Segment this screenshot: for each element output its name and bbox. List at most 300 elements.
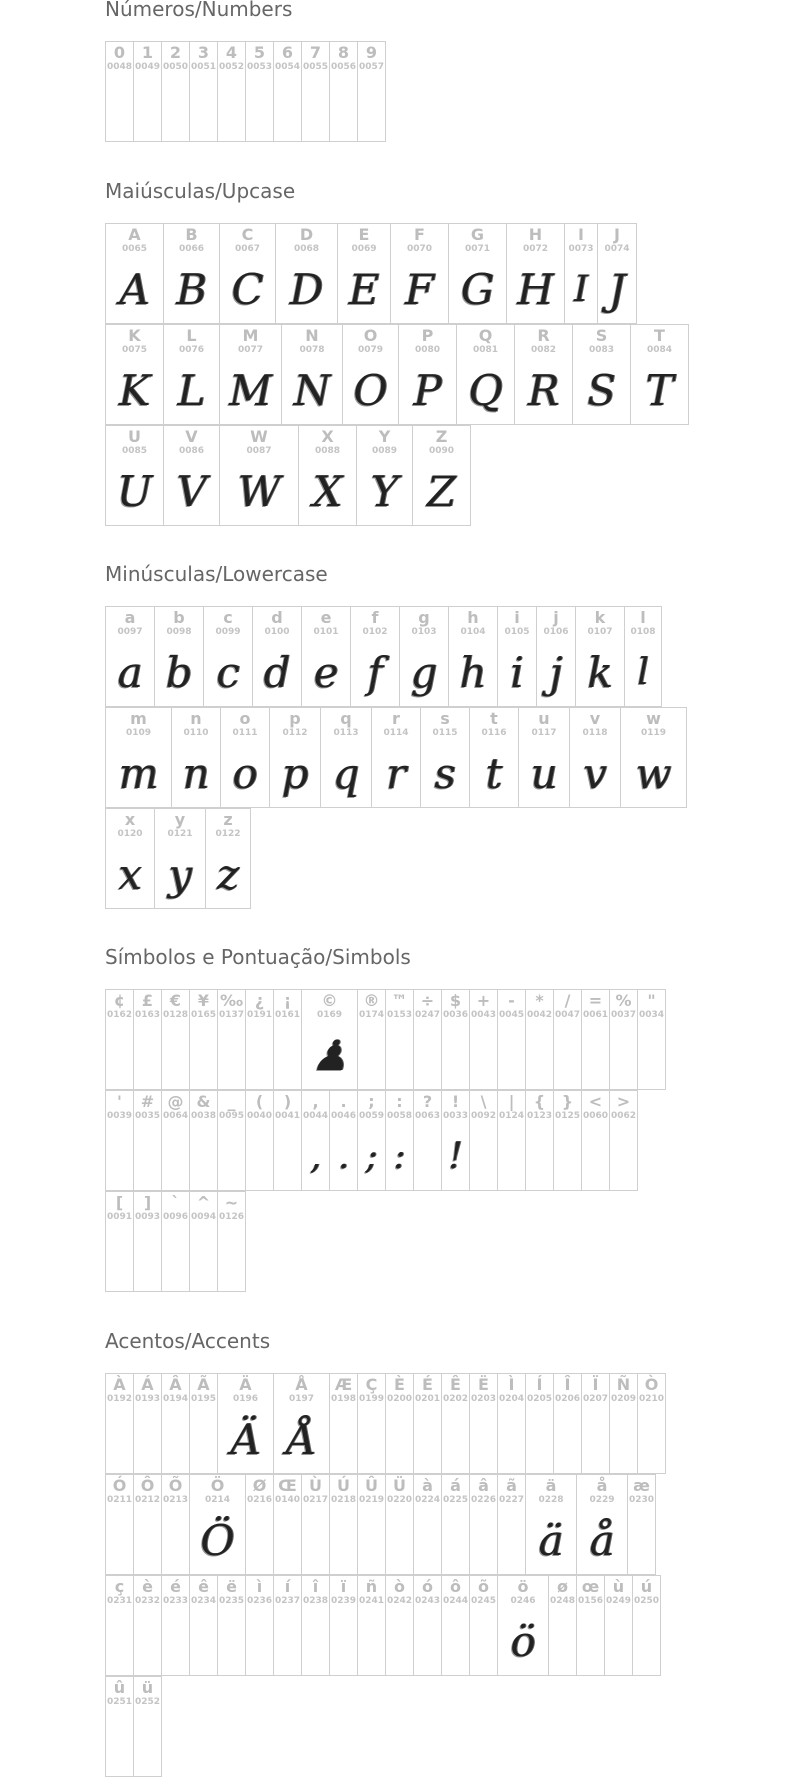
glyph-code-label: 0102 xyxy=(362,627,388,637)
glyph-code-label: 0214 xyxy=(204,1495,231,1505)
glyph-cell xyxy=(337,223,391,324)
glyph-code-label: 0042 xyxy=(526,1010,553,1020)
glyph-code-label: 0226 xyxy=(470,1495,497,1505)
glyph-cell xyxy=(133,1373,162,1474)
glyph-char-label: € xyxy=(169,991,182,1010)
glyph-code-label: 0041 xyxy=(274,1111,301,1121)
glyph-char-label: Q xyxy=(478,326,493,345)
glyph-cell xyxy=(469,1373,498,1474)
glyph-cell xyxy=(342,324,399,425)
glyph-sample: , xyxy=(309,1136,322,1177)
glyph-cell xyxy=(514,324,573,425)
glyph-cell xyxy=(217,41,246,142)
glyph-code-label: 0231 xyxy=(106,1596,133,1606)
glyph-char-label: 9 xyxy=(365,43,378,62)
glyph-cell xyxy=(133,1191,162,1292)
glyph-code-label: 0165 xyxy=(190,1010,217,1020)
glyph-code-label: 0207 xyxy=(582,1394,609,1404)
glyph-cell xyxy=(329,1090,358,1191)
glyph-char-label: y xyxy=(174,810,186,829)
section-title: Acentos/Accents xyxy=(105,1329,271,1353)
glyph-code-label: 0074 xyxy=(604,244,630,254)
glyph-cell xyxy=(301,606,351,707)
glyph-sample: x xyxy=(118,850,142,899)
glyph-code-label: 0153 xyxy=(386,1010,413,1020)
glyph-cell xyxy=(105,223,164,324)
glyph-cell xyxy=(632,1575,661,1676)
glyph-code-label: 0076 xyxy=(178,345,205,355)
glyph-sample: l xyxy=(637,652,649,693)
glyph-cell xyxy=(245,989,274,1090)
glyph-char-label: P xyxy=(421,326,434,345)
glyph-cell xyxy=(154,808,206,909)
glyph-char-label: Ò xyxy=(644,1375,659,1394)
glyph-char-label: Ú xyxy=(337,1476,350,1495)
glyph-code-label: 0230 xyxy=(628,1495,655,1505)
glyph-row xyxy=(105,989,665,1090)
glyph-code-label: 0211 xyxy=(106,1495,133,1505)
glyph-code-label: 0071 xyxy=(464,244,491,254)
glyph-char-label: z xyxy=(223,810,233,829)
glyph-cell xyxy=(163,425,220,526)
glyph-cell xyxy=(413,1090,442,1191)
glyph-sample: R xyxy=(527,366,560,415)
glyph-char-label: Á xyxy=(141,1375,154,1394)
glyph-char-label: _ xyxy=(227,1092,236,1111)
glyph-code-label: 0244 xyxy=(442,1596,469,1606)
glyph-char-label: J xyxy=(614,225,620,244)
glyph-char-label: L xyxy=(186,326,197,345)
glyph-code-label: 0052 xyxy=(218,62,245,72)
glyph-cell xyxy=(245,1090,274,1191)
glyph-sample: r xyxy=(385,749,407,798)
glyph-cell xyxy=(441,989,470,1090)
glyph-cell xyxy=(273,989,302,1090)
glyph-code-label: 0205 xyxy=(526,1394,553,1404)
glyph-code-label: 0094 xyxy=(190,1212,217,1222)
glyph-cell xyxy=(298,425,357,526)
glyph-code-label: 0194 xyxy=(162,1394,189,1404)
glyph-cell xyxy=(357,41,386,142)
glyph-sample: N xyxy=(293,366,331,415)
glyph-sample: ♟ xyxy=(310,1031,349,1080)
glyph-cell xyxy=(189,1090,218,1191)
glyph-cell xyxy=(105,1191,134,1292)
glyph-char-label: ) xyxy=(283,1092,292,1111)
glyph-sample: Å xyxy=(286,1415,317,1464)
glyph-cell xyxy=(581,989,610,1090)
glyph-cell xyxy=(105,1090,134,1191)
glyph-char-label: Ó xyxy=(112,1476,127,1495)
glyph-char-label: " xyxy=(647,991,656,1010)
glyph-cell xyxy=(525,1474,577,1575)
glyph-code-label: 0037 xyxy=(610,1010,637,1020)
glyph-char-label: 3 xyxy=(197,43,210,62)
glyph-row xyxy=(105,808,250,909)
glyph-char-label: ï xyxy=(340,1577,347,1596)
glyph-sample: H xyxy=(517,265,554,314)
glyph-cell xyxy=(161,41,190,142)
glyph-char-label: 5 xyxy=(253,43,266,62)
glyph-cell xyxy=(575,606,625,707)
glyph-code-label: 0247 xyxy=(414,1010,441,1020)
glyph-code-label: 0128 xyxy=(162,1010,189,1020)
glyph-char-label: w xyxy=(646,709,661,728)
glyph-code-label: 0077 xyxy=(237,345,264,355)
glyph-char-label: = xyxy=(588,991,603,1010)
glyph-cell xyxy=(245,41,274,142)
glyph-code-label: 0192 xyxy=(106,1394,133,1404)
glyph-cell xyxy=(609,1090,638,1191)
glyph-cell xyxy=(154,606,204,707)
glyph-char-label: Y xyxy=(378,427,391,446)
glyph-char-label: 7 xyxy=(309,43,322,62)
glyph-char-label: ~ xyxy=(224,1193,239,1212)
glyph-code-label: 0225 xyxy=(442,1495,469,1505)
glyph-cell xyxy=(385,1373,414,1474)
glyph-char-label: ÷ xyxy=(420,991,435,1010)
glyph-cell xyxy=(469,989,498,1090)
glyph-code-label: 0198 xyxy=(330,1394,357,1404)
glyph-code-label: 0246 xyxy=(510,1596,536,1606)
glyph-code-label: 0053 xyxy=(246,62,273,72)
glyph-code-label: 0043 xyxy=(470,1010,497,1020)
glyph-char-label: B xyxy=(185,225,198,244)
glyph-code-label: 0251 xyxy=(106,1697,133,1707)
glyph-sample: d xyxy=(263,648,291,697)
glyph-code-label: 0125 xyxy=(554,1111,581,1121)
glyph-cell xyxy=(320,707,372,808)
glyph-row xyxy=(105,1373,665,1474)
glyph-char-label: Î xyxy=(564,1375,571,1394)
glyph-code-label: 0163 xyxy=(134,1010,161,1020)
glyph-char-label: ò xyxy=(394,1577,405,1596)
section-title: Números/Numbers xyxy=(105,0,293,21)
glyph-code-label: 0115 xyxy=(432,728,458,738)
glyph-sample: n xyxy=(182,749,210,798)
glyph-cell xyxy=(357,989,386,1090)
glyph-cell xyxy=(469,1575,498,1676)
glyph-char-label: ; xyxy=(368,1092,375,1111)
glyph-code-label: 0090 xyxy=(428,446,455,456)
glyph-char-label: æ xyxy=(633,1476,650,1495)
glyph-code-label: 0245 xyxy=(470,1596,497,1606)
glyph-cell xyxy=(350,606,400,707)
glyph-code-label: 0137 xyxy=(218,1010,245,1020)
glyph-code-label: 0066 xyxy=(178,244,205,254)
glyph-row xyxy=(105,1191,245,1292)
glyph-code-label: 0204 xyxy=(498,1394,525,1404)
glyph-char-label: U xyxy=(128,427,141,446)
glyph-code-label: 0206 xyxy=(554,1394,581,1404)
glyph-code-label: 0067 xyxy=(234,244,261,254)
glyph-code-label: 0092 xyxy=(470,1111,497,1121)
glyph-code-label: 0085 xyxy=(121,446,148,456)
glyph-row xyxy=(105,1575,660,1676)
glyph-sample: s xyxy=(434,749,456,798)
glyph-code-label: 0054 xyxy=(274,62,301,72)
glyph-cell xyxy=(105,707,172,808)
glyph-sample: C xyxy=(231,265,264,314)
glyph-cell xyxy=(385,1474,414,1575)
glyph-cell xyxy=(497,1474,526,1575)
glyph-cell xyxy=(161,989,190,1090)
glyph-cell xyxy=(398,324,457,425)
glyph-cell xyxy=(637,1373,666,1474)
glyph-char-label: o xyxy=(239,709,251,728)
glyph-cell xyxy=(420,707,470,808)
glyph-code-label: 0228 xyxy=(538,1495,564,1505)
glyph-char-label: ç xyxy=(114,1577,125,1596)
glyph-cell xyxy=(105,1575,134,1676)
glyph-char-label: Í xyxy=(536,1375,543,1394)
glyph-char-label: ü xyxy=(141,1678,154,1697)
glyph-code-label: 0045 xyxy=(498,1010,525,1020)
glyph-row xyxy=(105,1474,655,1575)
glyph-code-label: 0201 xyxy=(414,1394,441,1404)
glyph-sample: h xyxy=(459,648,487,697)
glyph-cell xyxy=(497,606,537,707)
glyph-code-label: 0227 xyxy=(498,1495,525,1505)
glyph-char-label: T xyxy=(654,326,665,345)
glyph-char-label: $ xyxy=(449,991,462,1010)
glyph-char-label: s xyxy=(440,709,450,728)
glyph-cell xyxy=(385,989,414,1090)
glyph-code-label: 0079 xyxy=(357,345,384,355)
glyph-char-label: á xyxy=(450,1476,461,1495)
glyph-char-label: ^ xyxy=(196,1193,211,1212)
glyph-sample: ; xyxy=(365,1136,378,1177)
glyph-cell xyxy=(597,223,637,324)
glyph-code-label: 0103 xyxy=(411,627,437,637)
glyph-char-label: m xyxy=(130,709,147,728)
glyph-code-label: 0098 xyxy=(166,627,192,637)
glyph-code-label: 0174 xyxy=(358,1010,385,1020)
glyph-cell xyxy=(329,1373,358,1474)
glyph-cell xyxy=(189,1191,218,1292)
glyph-row xyxy=(105,425,470,526)
glyph-char-label: ¡ xyxy=(283,991,292,1010)
glyph-code-label: 0235 xyxy=(218,1596,245,1606)
glyph-char-label: I xyxy=(578,225,584,244)
glyph-code-label: 0118 xyxy=(582,728,608,738)
glyph-cell xyxy=(105,1676,134,1777)
glyph-sample: M xyxy=(228,366,272,415)
glyph-code-label: 0209 xyxy=(610,1394,637,1404)
glyph-char-label: + xyxy=(476,991,491,1010)
glyph-code-label: 0113 xyxy=(333,728,359,738)
glyph-char-label: ô xyxy=(450,1577,461,1596)
glyph-code-label: 0109 xyxy=(125,728,152,738)
glyph-char-label: \ xyxy=(480,1092,487,1111)
glyph-char-label: q xyxy=(340,709,352,728)
glyph-char-label: , xyxy=(312,1092,319,1111)
glyph-cell xyxy=(357,1474,386,1575)
glyph-cell xyxy=(281,324,343,425)
glyph-char-label: 1 xyxy=(141,43,154,62)
glyph-code-label: 0101 xyxy=(313,627,339,637)
glyph-code-label: 0081 xyxy=(472,345,499,355)
glyph-char-label: 0 xyxy=(113,43,126,62)
glyph-char-label: t xyxy=(490,709,498,728)
glyph-code-label: 0195 xyxy=(190,1394,217,1404)
glyph-code-label: 0111 xyxy=(232,728,258,738)
glyph-code-label: 0100 xyxy=(264,627,290,637)
glyph-code-label: 0062 xyxy=(610,1111,637,1121)
glyph-cell xyxy=(576,1575,605,1676)
glyph-code-label: 0058 xyxy=(386,1111,413,1121)
glyph-code-label: 0099 xyxy=(215,627,241,637)
glyph-char-label: £ xyxy=(141,991,154,1010)
glyph-char-label: î xyxy=(312,1577,319,1596)
glyph-code-label: 0116 xyxy=(481,728,507,738)
glyph-code-label: 0068 xyxy=(293,244,320,254)
glyph-char-label: . xyxy=(340,1092,347,1111)
glyph-code-label: 0161 xyxy=(274,1010,301,1020)
glyph-cell xyxy=(273,1474,302,1575)
glyph-cell xyxy=(497,1575,549,1676)
glyph-cell xyxy=(441,1474,470,1575)
glyph-char-label: - xyxy=(508,991,515,1010)
glyph-char-label: è xyxy=(142,1577,153,1596)
glyph-cell xyxy=(189,989,218,1090)
glyph-char-label: u xyxy=(538,709,550,728)
glyph-code-label: 0086 xyxy=(178,446,205,456)
glyph-cell xyxy=(357,1575,386,1676)
glyph-sample: F xyxy=(404,265,435,314)
glyph-char-label: é xyxy=(170,1577,181,1596)
glyph-cell xyxy=(133,1090,162,1191)
glyph-cell xyxy=(273,1575,302,1676)
glyph-cell xyxy=(301,1474,330,1575)
glyph-code-label: 0095 xyxy=(218,1111,245,1121)
glyph-code-label: 0169 xyxy=(316,1010,343,1020)
glyph-cell xyxy=(553,989,582,1090)
glyph-code-label: 0162 xyxy=(106,1010,133,1020)
glyph-code-label: 0050 xyxy=(162,62,189,72)
section-title: Minúsculas/Lowercase xyxy=(105,562,328,586)
glyph-code-label: 0093 xyxy=(134,1212,161,1222)
glyph-sample: Y xyxy=(370,467,399,516)
glyph-char-label: D xyxy=(299,225,314,244)
glyph-code-label: 0061 xyxy=(582,1010,609,1020)
glyph-sample: S xyxy=(587,366,616,415)
glyph-code-label: 0120 xyxy=(117,829,143,839)
glyph-char-label: ä xyxy=(545,1476,557,1495)
glyph-cell xyxy=(441,1090,470,1191)
glyph-cell xyxy=(163,324,220,425)
glyph-code-label: 0107 xyxy=(587,627,613,637)
glyph-char-label: S xyxy=(595,326,608,345)
glyph-sample: b xyxy=(165,648,193,697)
glyph-cell xyxy=(329,1474,358,1575)
glyph-cell xyxy=(161,1474,190,1575)
glyph-cell xyxy=(105,989,134,1090)
glyph-char-label: ] xyxy=(143,1193,152,1212)
glyph-cell xyxy=(385,1090,414,1191)
glyph-cell xyxy=(525,1090,554,1191)
glyph-char-label: 4 xyxy=(225,43,238,62)
glyph-char-label: ë xyxy=(226,1577,237,1596)
glyph-code-label: 0089 xyxy=(371,446,398,456)
glyph-char-label: ö xyxy=(517,1577,529,1596)
glyph-cell xyxy=(163,223,220,324)
glyph-code-label: 0252 xyxy=(134,1697,161,1707)
glyph-char-label: d xyxy=(271,608,283,627)
glyph-char-label: ê xyxy=(198,1577,209,1596)
glyph-code-label: 0123 xyxy=(526,1111,553,1121)
glyph-char-label: 2 xyxy=(169,43,182,62)
glyph-char-label: Ö xyxy=(210,1476,225,1495)
glyph-code-label: 0122 xyxy=(215,829,241,839)
glyph-code-label: 0047 xyxy=(554,1010,581,1020)
glyph-cell xyxy=(497,1090,526,1191)
glyph-code-label: 0249 xyxy=(605,1596,632,1606)
glyph-char-label: * xyxy=(535,991,544,1010)
glyph-char-label: ø xyxy=(557,1577,568,1596)
glyph-code-label: 0196 xyxy=(232,1394,259,1404)
glyph-code-label: 0048 xyxy=(106,62,133,72)
glyph-char-label: Ä xyxy=(239,1375,252,1394)
glyph-cell xyxy=(252,606,302,707)
glyph-code-label: 0055 xyxy=(302,62,329,72)
glyph-char-label: ù xyxy=(612,1577,625,1596)
glyph-row xyxy=(105,1676,161,1777)
glyph-code-label: 0065 xyxy=(121,244,148,254)
glyph-char-label: © xyxy=(321,991,338,1010)
glyph-cell xyxy=(273,1373,330,1474)
glyph-char-label: Ã xyxy=(197,1375,210,1394)
glyph-cell xyxy=(604,1575,633,1676)
glyph-char-label: â xyxy=(478,1476,489,1495)
glyph-char-label: k xyxy=(594,608,606,627)
glyph-code-label: 0087 xyxy=(246,446,272,456)
glyph-char-label: û xyxy=(113,1678,126,1697)
glyph-cell xyxy=(217,1373,274,1474)
glyph-cell xyxy=(627,1474,656,1575)
glyph-code-label: 0220 xyxy=(386,1495,413,1505)
glyph-code-label: 0233 xyxy=(162,1596,189,1606)
glyph-sample: E xyxy=(348,265,380,314)
glyph-sample: f xyxy=(367,648,383,697)
glyph-cell xyxy=(301,1575,330,1676)
glyph-code-label: 0117 xyxy=(531,728,557,738)
glyph-sample: Z xyxy=(426,467,457,516)
glyph-sample: ! xyxy=(448,1136,463,1177)
glyph-cell xyxy=(161,1575,190,1676)
glyph-char-label: Œ xyxy=(278,1476,297,1495)
glyph-cell xyxy=(497,1373,526,1474)
glyph-cell xyxy=(217,1090,246,1191)
glyph-cell xyxy=(497,989,526,1090)
glyph-code-label: 0046 xyxy=(330,1111,357,1121)
glyph-cell xyxy=(385,1575,414,1676)
glyph-cell xyxy=(609,1373,638,1474)
glyph-cell xyxy=(133,989,162,1090)
glyph-code-label: 0039 xyxy=(106,1111,133,1121)
glyph-cell xyxy=(217,1575,246,1676)
glyph-sample: G xyxy=(460,265,495,314)
glyph-code-label: 0106 xyxy=(543,627,569,637)
glyph-char-label: É xyxy=(422,1375,433,1394)
glyph-code-label: 0040 xyxy=(246,1111,273,1121)
glyph-char-label: f xyxy=(371,608,379,627)
glyph-char-label: í xyxy=(284,1577,291,1596)
glyph-code-label: 0049 xyxy=(134,62,161,72)
section-title: Maiúsculas/Upcase xyxy=(105,179,296,203)
glyph-cell xyxy=(548,1575,577,1676)
glyph-sample: m xyxy=(118,749,159,798)
